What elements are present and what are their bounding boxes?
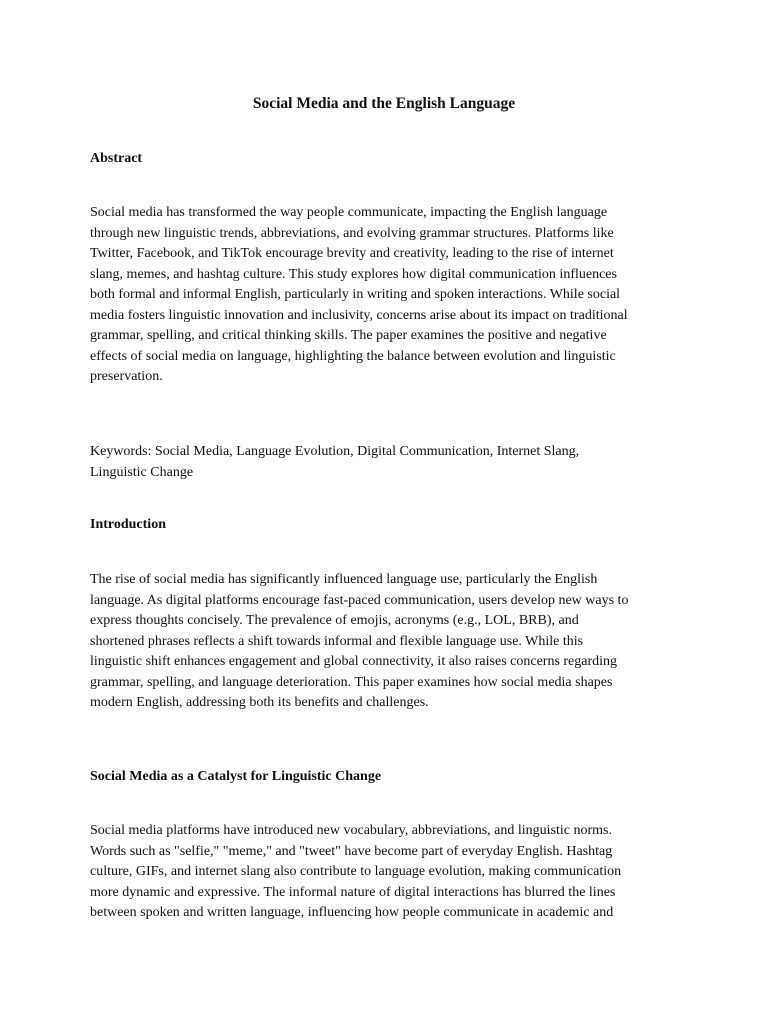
text-line: more dynamic and expressive. The informal nature of digital interactions has blurred the lines [90, 884, 616, 900]
introduction-heading: Introduction [90, 517, 166, 532]
text-line: Social media platforms have introduced new vocabulary, abbreviations, and linguistic norms. [90, 823, 613, 838]
text-line: Social media has transformed the way people communicate, impacting the English language [90, 205, 608, 220]
text-line: linguistic shift enhances engagement and global connectivity, it also raises concerns regarding [90, 654, 618, 669]
text-line: modern English, addressing both its benefits and challenges. [90, 695, 429, 710]
text-line: slang, memes, and hashtag culture. This study explores how digital communication influences [90, 266, 617, 282]
text-line: grammar, spelling, and critical thinking skills. The paper examines the positive and negative [90, 328, 607, 343]
text-line: Words such as "selfie," "meme," and "tweet" have become part of everyday English. Hashtag [90, 843, 613, 859]
text-line: The rise of social media has significantly influenced language use, particularly the English [90, 572, 598, 587]
text-line: through new linguistic trends, abbreviations, and evolving grammar structures. Platforms like [90, 225, 614, 241]
abstract-paragraph [90, 203, 680, 388]
abstract-heading: Abstract [90, 151, 143, 166]
text-line: grammar, spelling, and language deterioration. This paper examines how social media shapes [90, 674, 613, 690]
page-title: Social Media and the English Language [252, 95, 516, 112]
text-line: media fosters linguistic innovation and inclusivity, concerns arise about its impact on traditional [90, 307, 628, 323]
text-line: Linguistic Change [90, 464, 194, 480]
text-line: culture, GIFs, and internet slang also contribute to language evolution, making communication [90, 864, 622, 879]
introduction-paragraph [90, 570, 680, 714]
catalyst-heading: Social Media as a Catalyst for Linguistic Change [90, 769, 382, 784]
text-line: effects of social media on language, highlighting the balance between evolution and linguistic [90, 348, 616, 364]
text-line: shortened phrases reflects a shift towards informal and flexible language use. While this [90, 633, 584, 649]
text-line: preservation. [90, 369, 163, 384]
text-line: express thoughts concisely. The prevalence of emojis, acronyms (e.g., LOL, BRB), and [90, 613, 579, 628]
text-line: language. As digital platforms encourage fast-paced communication, users develop new ways to [90, 592, 629, 608]
keywords-paragraph [90, 442, 680, 483]
text-line: Keywords: Social Media, Language Evolution, Digital Communication, Internet Slang, [90, 444, 580, 459]
text-line: both formal and informal English, particularly in writing and spoken interactions. While social [90, 287, 621, 302]
catalyst-paragraph [90, 821, 680, 924]
text-line: Twitter, Facebook, and TikTok encourage brevity and creativity, leading to the rise of internet [90, 246, 614, 261]
text-line: between spoken and written language, influencing how people communicate in academic and [90, 905, 614, 920]
